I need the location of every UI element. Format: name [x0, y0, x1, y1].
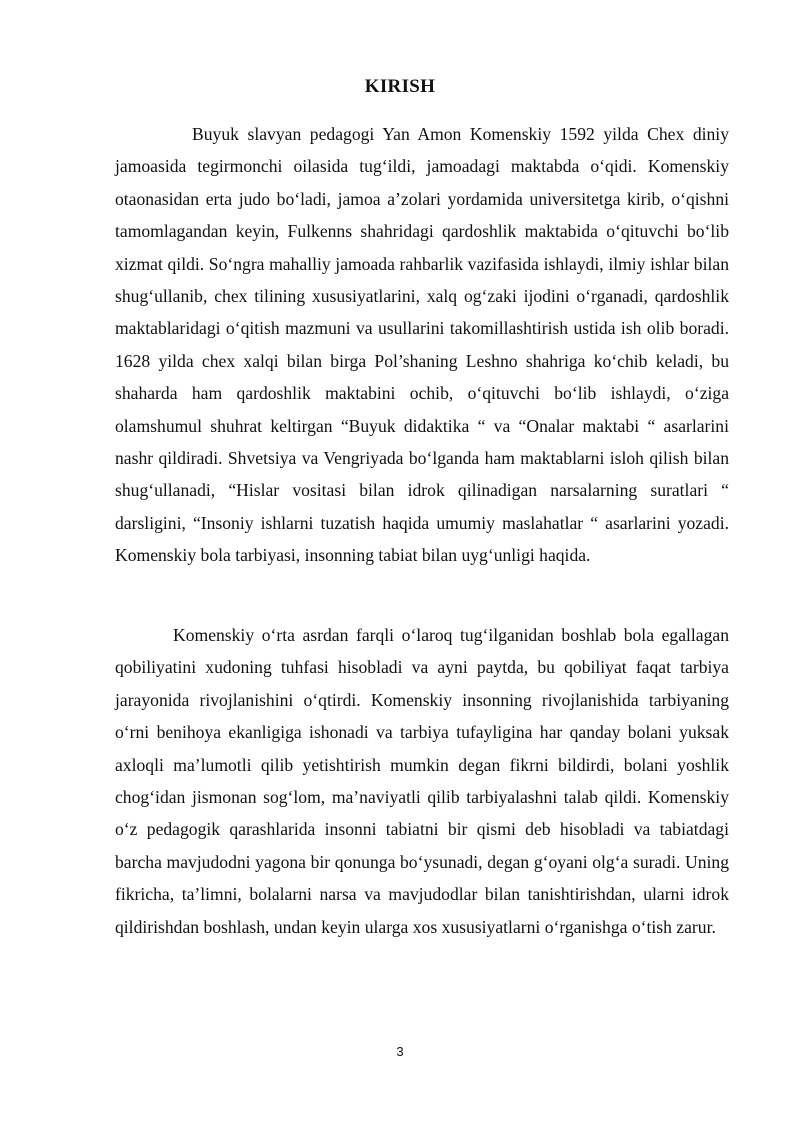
page-title: KIRISH — [364, 76, 436, 97]
paragraph-1: Buyuk slavyan pedagogi Yan Amon Komenskiy 1592 yilda Chex diniy jamoasida tegirmonchi oilasida tug‘ildi, jamoadagi maktabda o‘qidi. Komenskiy otaonasidan erta judo bo‘ladi, jamoa a’zolari yordamida universitetga kirib, o‘qishni tamomlagandan keyin, Fulkenns shahridagi qardoshlik maktabida o‘qituvchi bo‘lib xizmat qildi. So‘ngra mahalliy jamoada rahbarlik vazifasida ishlaydi, ilmiy ishlar bilan shug‘ullanib, chex tilining xususiyatlarini, xalq og‘zaki ijodini o‘rganadi, qardoshlik maktablaridagi o‘qitish mazmuni va usullarini takomillashtirish ustida ish olib boradi. 1628 yilda chex xalqi bilan birga Pol’shaning Leshno shahriga ko‘chib keladi, bu shaharda ham qardoshlik maktabini ochib, o‘qituvchi bo‘lib ishlaydi, o‘ziga olamshumul shuhrat keltirgan “Buyuk didaktika “ va “Onalar maktabi “ asarlarini nashr qildiradi. Shvetsiya va Vengriyada bo‘lganda ham maktablarni isloh qilish bilan shug‘ullanadi, “Hislar vositasi bilan idrok qilinadigan narsalarning suratlari “ darsligini, “Insoniy ishlarni tuzatish haqida umumiy maslahatlar “ asarlarini yozadi. Komenskiy bola tarbiyasi, insonning tabiat bilan uyg‘unligi haqida. — [115, 124, 729, 566]
paragraph-2: Komenskiy o‘rta asrdan farqli o‘laroq tug‘ilganidan boshlab bola egallagan qobiliyatini xudoning tuhfasi hisobladi va ayni paytda, bu qobiliyat faqat tarbiya jarayonida rivojlanishini o‘qtirdi. Komenskiy insonning rivojlanishida tarbiyaning o‘rni benihoya ekanligiga ishonadi va tarbiya tufayligina har qanday bolani yuksak axloqli ma’lumotli qilib yetishtirish mumkin degan fikrni bildirdi, bolani yoshlik chog‘idan jismonan sog‘lom, ma’naviyatli qilib tarbiyalashni talab qildi. Komenskiy o‘z pedagogik qarashlarida insonni tabiatni bir qismi deb hisobladi va tabiatdagi barcha mavjudodni yagona bir qonunga bo‘ysunadi, degan g‘oyani olg‘a suradi. Uning fikricha, ta’limni, bolalarni narsa va mavjudodlar bilan tanishtirishdan, ularni idrok qildirishdan boshlash, undan keyin ularga xos xususiyatlarni o‘rganishga o‘tish zarur. — [115, 625, 729, 937]
page-number: 3 — [396, 1044, 404, 1059]
